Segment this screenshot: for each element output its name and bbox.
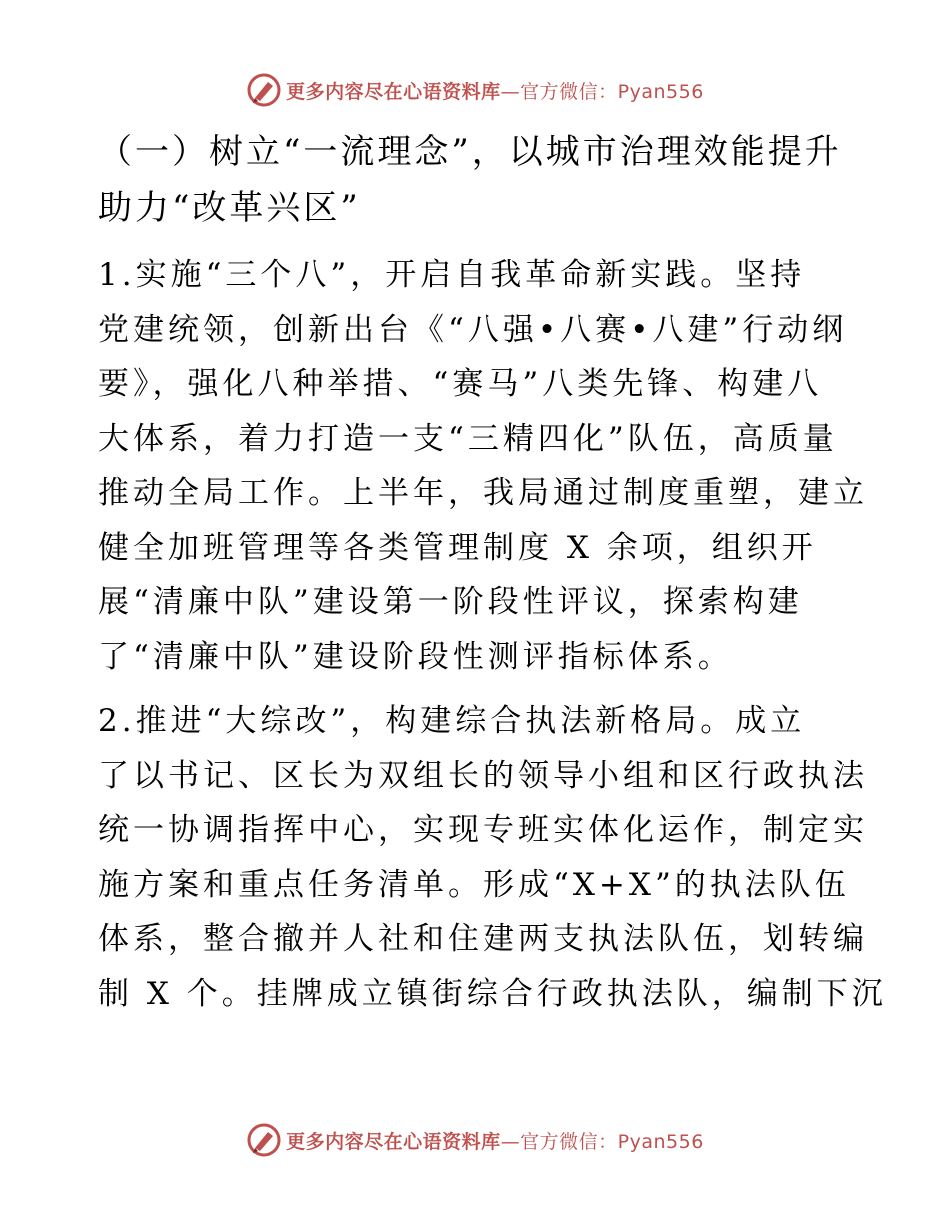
watermark-sub: —官方微信：Pyan556 [500,80,704,103]
paragraph-line: 统一协调指挥中心，实现专班实体化运作，制定实 [98,812,868,848]
heading-line: 助力“改革兴区” [98,188,361,228]
paragraph-line: 展“清廉中队”建设第一阶段性评议，探索构建 [98,584,803,620]
watermark-sub: —官方微信：Pyan556 [500,1130,704,1153]
watermark-text [286,77,704,104]
paragraph-line: 推动全局工作。上半年，我局通过制度重塑，建立 [98,475,868,511]
paragraph-line: 了“清廉中队”建设阶段性测评指标体系。 [98,638,733,675]
paragraph-line: 了以书记、区长为双组长的领导小组和区行政执法 [98,757,868,794]
watermark-main: 更多内容尽在心语资料库 [286,80,501,103]
pen-logo-icon [246,72,282,108]
paragraph-line: 1.实施“三个八”，开启自我革命新实践。坚持 [98,257,806,293]
paragraph-line: 施方案和重点任务清单。形成“X+X”的执法队伍 [98,866,850,903]
document-body [98,124,887,1031]
paragraph-line: 2.推进“大综改”，构建综合执法新格局。成立 [98,703,806,739]
footer-watermark [0,1120,950,1160]
paragraph-line: 健全加班管理等各类管理制度 X 余项，组织开 [98,529,817,566]
section-heading [98,124,858,236]
heading-line: （一）树立“一流理念”，以城市治理效能提升 [98,132,842,172]
watermark-text [286,1127,704,1154]
paragraph-1 [98,248,868,684]
watermark-main: 更多内容尽在心语资料库 [286,1130,501,1153]
paragraph-line: 要》，强化八种举措、“赛马”八类先锋、构建八 [98,366,823,402]
paragraph-line: 党建统领，创新出台《“八强•八赛•八建”行动纲 [98,311,848,348]
paragraph-line: 大体系，着力打造一支“三精四化”队伍，高质量 [98,420,838,457]
pen-logo-icon [246,1122,282,1158]
header-watermark [0,70,950,110]
paragraph-2 [98,694,887,1021]
paragraph-line: 制 X 个。挂牌成立镇街综合行政执法队，编制下沉 [98,975,887,1012]
paragraph-line: 体系，整合撤并人社和住建两支执法队伍，划转编 [98,921,868,957]
